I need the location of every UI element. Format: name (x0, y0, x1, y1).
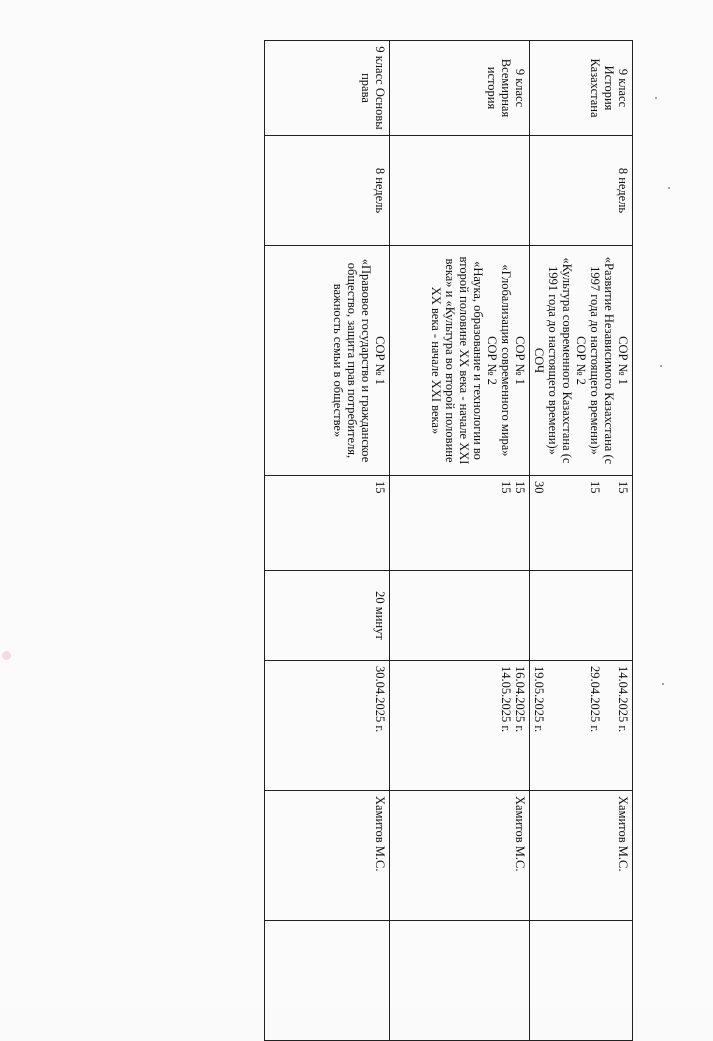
points-value: 15 (588, 481, 602, 494)
dates-cell (265, 661, 390, 791)
points-value: 15 (499, 481, 513, 494)
empty-cell (265, 921, 390, 1041)
scan-speck (660, 365, 662, 367)
schedule-sheet (273, 40, 633, 1040)
table-row-history-kazakhstan (530, 41, 633, 1041)
date-value: 14.05.2025 г. (499, 666, 513, 733)
points-value: 15 (373, 481, 387, 494)
date-value: 30.04.2025 г. (373, 666, 387, 733)
topics-cell (530, 246, 633, 476)
scan-speck (668, 187, 670, 189)
duration-cell: 8 недель (530, 136, 633, 246)
topic-line: «Развитие Независимого Казахстана (с 1997 года до настоящего времени)» (588, 256, 616, 465)
time-cell (530, 571, 633, 661)
topic-line: «Глобализация современного мира» (499, 264, 513, 457)
topics-cell (390, 246, 530, 476)
topic-line: СОР № 1 (513, 336, 527, 385)
points-value: 30 (532, 481, 546, 494)
points-cell (530, 476, 633, 571)
scan-speck (662, 683, 664, 685)
subject-cell: 9 класс История Казахстана (530, 41, 633, 136)
empty-cell (390, 921, 530, 1041)
subject-cell: 9 класс Всемирная история (390, 41, 530, 136)
table-row-world-history (390, 41, 530, 1041)
subject-cell: 9 класс Основы права (265, 41, 390, 136)
assessment-schedule-table (264, 40, 633, 1041)
duration-cell: 8 недель (265, 136, 390, 246)
topic-line: «Правовое государство и гражданское общество, защита прав потребителя, важность семьи в обществе» (331, 258, 373, 463)
topic-line: СОР № 2 (485, 336, 499, 385)
topic-line: «Культура современного Казахстана (с 1991 года до настоящего времени)» (546, 257, 574, 464)
topic-line: СОР № 2 (574, 336, 588, 385)
time-cell: 20 минут (265, 571, 390, 661)
table-row-law-basics (265, 41, 390, 1041)
scan-stain (2, 651, 11, 660)
time-cell (390, 571, 530, 661)
points-value: 15 (513, 481, 527, 494)
dates-cell (390, 661, 530, 791)
topic-line: СОЧ (532, 347, 546, 374)
topic-line: «Наука, образование и технологии во второй половине XX века - начале XXI века» и «Культура во второй половине XX века - начале XXI века» (429, 256, 485, 465)
teacher-cell: Хамитов М.С. (390, 791, 530, 921)
date-value: 14.04.2025 г. (616, 666, 630, 733)
topic-line: СОР № 1 (373, 336, 387, 385)
date-value: 29.04.2025 г. (588, 666, 602, 733)
date-value: 16.04.2025 г. (513, 666, 527, 733)
scan-speck (655, 97, 657, 99)
empty-cell (530, 921, 633, 1041)
duration-cell (390, 136, 530, 246)
dates-cell (530, 661, 633, 791)
topics-cell (265, 246, 390, 476)
date-value: 19.05.2025 г. (532, 666, 546, 733)
teacher-cell: Хамитов М.С. (265, 791, 390, 921)
points-value: 15 (616, 481, 630, 494)
points-cell (390, 476, 530, 571)
points-cell (265, 476, 390, 571)
teacher-cell: Хамитов М.С. (530, 791, 633, 921)
topic-line: СОР № 1 (616, 336, 630, 385)
